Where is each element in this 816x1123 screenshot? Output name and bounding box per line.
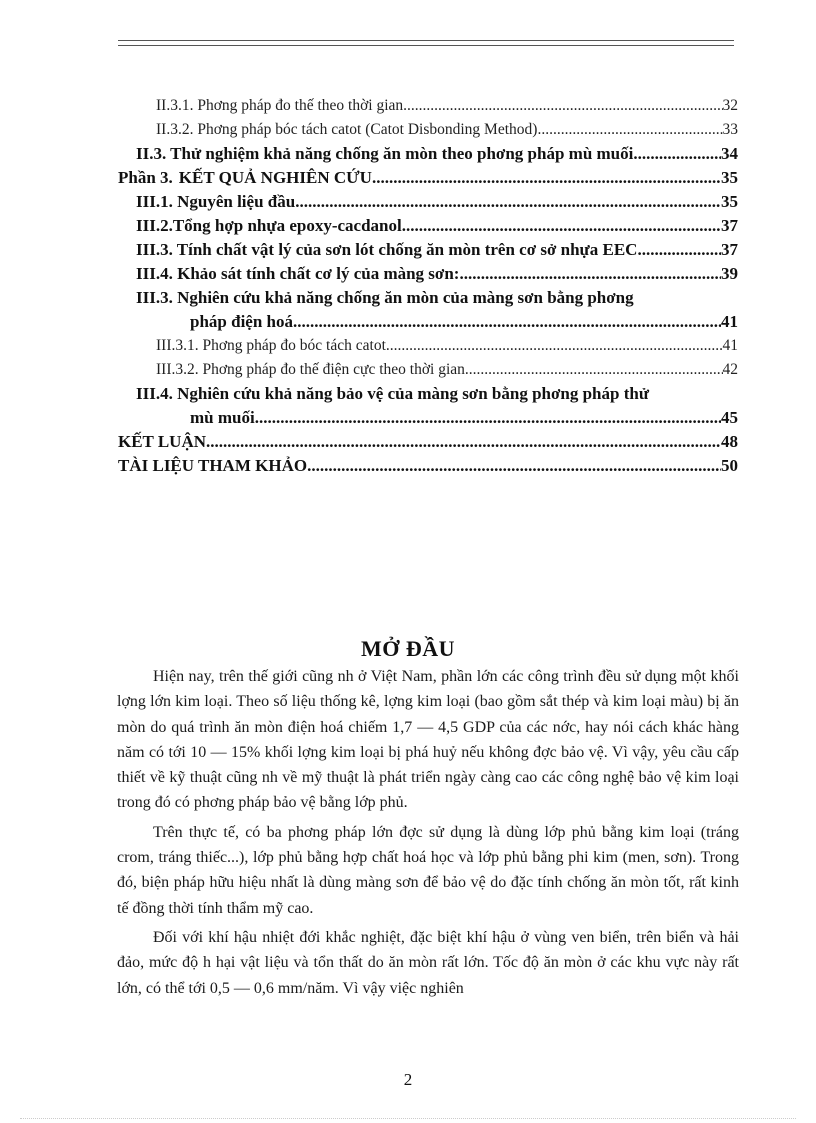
toc-entry-page: 37	[721, 240, 738, 259]
paragraph: Đối với khí hậu nhiệt đới khắc nghiệt, đặc biệt khí hậu ở vùng ven biển, trên biển và hải đảo, mức độ h hại vật liệu và tổn thất do ăn mòn rất lớn. Tốc độ ăn mòn ở các khu vực này rất lớn, có thể tới 0,5 — 0,6 mm/năm. Vì vậy việc nghiên	[117, 928, 739, 997]
toc-entry-page: 32	[722, 97, 738, 114]
toc-entry-title: III.3.1. Phơng pháp đo bóc tách catot	[156, 337, 386, 354]
toc-leader	[465, 358, 723, 382]
toc-entry-page: 37	[721, 216, 738, 235]
toc-entry-page: 41	[721, 312, 738, 331]
toc-entry-page: 45	[721, 408, 738, 427]
toc-entry-title: III.3. Tính chất vật lý của sơn lót chống ăn mòn trên cơ sở nhựa EEC	[136, 240, 638, 259]
toc-entry-page: 35	[721, 192, 738, 211]
toc-entry-page: 34	[721, 144, 738, 163]
paragraph: Hiện nay, trên thế giới cũng nh ở Việt Nam, phần lớn các công trình đều sử dụng một khối lợng lớn kim loại. Theo số liệu thống kê, lợng kim loại (bao gồm sắt thép và kim loại màu) bị ăn mòn do quá trình ăn mòn điện hoá chiếm 1,7 — 4,5 GDP của các nớc, hay nói cách khác hàng năm có tới 10 — 15% khối lợng kim loại bị phá huỷ nếu không đợc bảo vệ. Vì vậy, yêu cầu cấp thiết về kỹ thuật cũng nh về mỹ thuật là phát triển ngày càng cao các công nghệ bảo vệ kim loại trong đó có phơng pháp bảo vệ bằng lớp phủ.	[117, 668, 739, 812]
toc-entry[interactable]	[118, 214, 738, 238]
toc-entry-title: III.3.2. Phơng pháp đo thế điện cực theo thời gian	[156, 361, 465, 378]
toc-entry-title: pháp điện hoá	[190, 312, 293, 331]
toc-entry-page: 50	[721, 456, 738, 475]
toc-entry[interactable]	[118, 94, 738, 118]
body-text	[117, 664, 739, 1005]
toc-leader	[386, 334, 723, 358]
toc-entry-page: 42	[722, 361, 738, 378]
toc-entry[interactable]	[118, 190, 738, 214]
paragraph: Trên thực tế, có ba phơng pháp lớn đợc sử dụng là dùng lớp phủ bằng kim loại (tráng crom, tráng thiếc...), lớp phủ bằng hợp chất hoá học và lớp phủ bằng phi kim (men, sơn). Trong đó, biện pháp hữu hiệu nhất là dùng màng sơn để bảo vệ do đặc tính chống ăn mòn tốt, rất kinh tế đồng thời tính thẩm mỹ cao.	[117, 823, 739, 917]
toc-entry[interactable]	[118, 262, 738, 286]
toc-entry-page: 48	[721, 432, 738, 451]
toc-entry[interactable]	[118, 238, 738, 262]
toc-entry[interactable]	[118, 358, 738, 382]
toc-entry-title: II.3.1. Phơng pháp đo thế theo thời gian	[156, 97, 404, 114]
toc-entry[interactable]	[118, 118, 738, 142]
section-heading: MỞ ĐẦU	[360, 636, 456, 661]
footer-rule	[20, 1118, 796, 1119]
toc-entry[interactable]	[118, 406, 738, 430]
toc-entry-title: III.2.Tổng hợp nhựa epoxy-cacdanol	[136, 216, 402, 235]
toc-entry[interactable]	[118, 334, 738, 358]
toc-entry[interactable]	[118, 166, 738, 190]
page-number: 2	[403, 1070, 413, 1089]
toc-leader	[307, 454, 721, 478]
toc-entry-page: 41	[722, 337, 738, 354]
toc-leader	[372, 166, 721, 190]
toc-entry-title: mù muối	[190, 408, 255, 427]
toc-entry-page: 39	[721, 264, 738, 283]
toc-entry-title: KẾT LUẬN	[118, 432, 207, 451]
toc-leader	[633, 142, 721, 166]
toc-entry[interactable]	[118, 454, 738, 478]
toc-leader	[403, 94, 722, 118]
toc-leader	[295, 190, 721, 214]
toc-entry[interactable]	[118, 310, 738, 334]
toc-leader	[402, 214, 721, 238]
toc-leader	[637, 238, 721, 262]
toc-part-label: Phần 3.	[118, 168, 173, 187]
toc-entry-title: KẾT QUẢ NGHIÊN CỨU	[178, 168, 372, 187]
toc-leader	[293, 310, 721, 334]
toc-entry-title: TÀI LIỆU THAM KHẢO	[118, 456, 308, 475]
toc-leader	[537, 118, 722, 142]
header-rule	[118, 40, 734, 46]
toc-entry-page: 33	[722, 121, 738, 138]
toc-entry-title: III.4. Khảo sát tính chất cơ lý của màng sơn:	[136, 264, 460, 283]
toc-entry-page: 35	[721, 168, 738, 187]
toc-leader	[255, 406, 721, 430]
toc-entry-title: III.1. Nguyên liệu đầu	[136, 192, 296, 211]
toc-leader	[206, 430, 721, 454]
toc-entry[interactable]	[118, 430, 738, 454]
toc-leader	[459, 262, 721, 286]
toc-entry-title-line1[interactable]: III.3. Nghiên cứu khả năng chống ăn mòn của màng sơn bằng phơng	[136, 288, 634, 307]
toc-entry-title: II.3. Thử nghiệm khả năng chống ăn mòn theo phơng pháp mù muối	[136, 144, 634, 163]
toc-entry-title: II.3.2. Phơng pháp bóc tách catot (Catot Disbonding Method)	[156, 121, 538, 138]
toc-entry[interactable]	[118, 142, 738, 166]
toc-entry-title-line1[interactable]: III.4. Nghiên cứu khả năng bảo vệ của màng sơn bằng phơng pháp thử	[136, 384, 650, 403]
table-of-contents	[118, 94, 738, 478]
